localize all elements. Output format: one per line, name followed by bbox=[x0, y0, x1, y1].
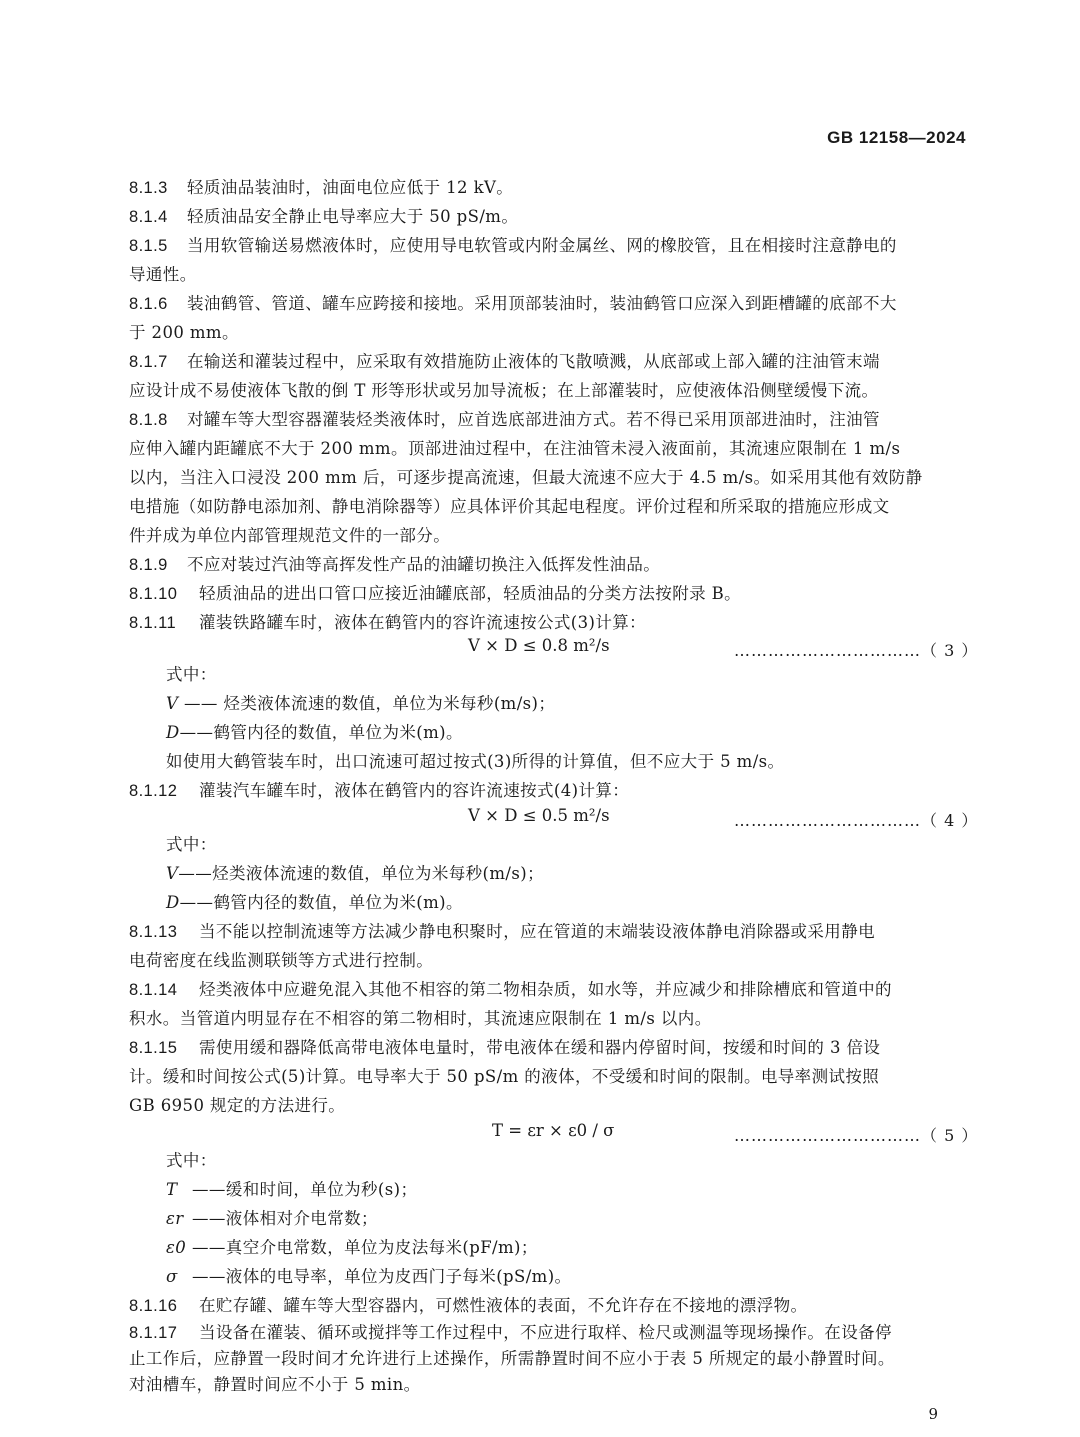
where-text: —— 烃类液体流速的数值，单位为米每秒(m/s)； bbox=[183, 694, 556, 713]
clause-continuation: GB 6950 规定的方法进行。 bbox=[129, 1096, 346, 1115]
clause-line bbox=[129, 555, 660, 575]
where-item bbox=[166, 694, 555, 714]
clause-line bbox=[129, 410, 880, 430]
clause-text: 当不能以控制流速等方法减少静电积聚时，应在管道的末端装设液体静电消除器或采用静电 bbox=[199, 922, 875, 941]
clause-line bbox=[129, 980, 892, 1000]
where-text: ——鹤管内径的数值，单位为米(m)。 bbox=[179, 723, 463, 742]
where-label: 式中： bbox=[166, 835, 217, 854]
where-symbol: D bbox=[166, 893, 180, 912]
equation-number-5: ……………………………（ 5 ） bbox=[734, 1126, 979, 1145]
clause-line bbox=[129, 1323, 892, 1343]
where-item bbox=[166, 864, 544, 884]
formula-3: V × D ≤ 0.8 m²/s bbox=[468, 636, 610, 655]
clause-continuation: 于 200 mm。 bbox=[129, 323, 239, 342]
clause-text: 在输送和灌装过程中，应采取有效措施防止液体的飞散喷溅，从底部或上部入罐的注油管末端 bbox=[187, 352, 880, 371]
clause-text: 不应对装过汽油等高挥发性产品的油罐切换注入低挥发性油品。 bbox=[187, 555, 661, 574]
where-text: ——烃类液体流速的数值，单位为米每秒(m/s)； bbox=[178, 864, 544, 883]
formula-4: V × D ≤ 0.5 m²/s bbox=[468, 806, 610, 825]
where-item bbox=[166, 1238, 538, 1258]
formula-5: T = εr × ε0 / σ bbox=[492, 1121, 615, 1140]
clause-number: 8.1.6 bbox=[129, 295, 168, 313]
clause-number: 8.1.3 bbox=[129, 179, 168, 197]
clause-text: 当设备在灌装、循环或搅拌等工作过程中，不应进行取样、检尺或测温等现场操作。在设备停 bbox=[199, 1323, 892, 1342]
clause-number: 8.1.11 bbox=[129, 614, 177, 632]
clause-continuation: 对油槽车，静置时间应不小于 5 min。 bbox=[129, 1375, 421, 1394]
clause-text: 轻质油品安全静止电导率应大于 50 pS/m。 bbox=[187, 207, 519, 226]
where-symbol: ε0 bbox=[166, 1238, 187, 1257]
clause-line bbox=[129, 1296, 807, 1316]
clause-number: 8.1.16 bbox=[129, 1297, 178, 1315]
clause-text: 轻质油品装油时，油面电位应低于 12 kV。 bbox=[187, 178, 514, 197]
where-symbol: V bbox=[166, 694, 179, 713]
clause-number: 8.1.14 bbox=[129, 981, 178, 999]
clause-continuation: 件并成为单位内部管理规范文件的一部分。 bbox=[129, 526, 451, 545]
clause-continuation: 止工作后，应静置一段时间才允许进行上述操作，所需静置时间不应小于表 5 所规定的最小静置时间。 bbox=[129, 1349, 895, 1368]
clause-line bbox=[129, 584, 741, 604]
clause-line bbox=[129, 781, 629, 801]
where-label: 式中： bbox=[166, 665, 217, 684]
clause-text: 轻质油品的进出口管口应接近油罐底部，轻质油品的分类方法按附录 B。 bbox=[199, 584, 742, 603]
clause-continuation: 电荷密度在线监测联锁等方式进行控制。 bbox=[129, 951, 434, 970]
clause-text: 需使用缓和器降低高带电液体电量时，带电液体在缓和器内停留时间，按缓和时间的 3 倍设 bbox=[199, 1038, 881, 1057]
where-text: ——液体相对介电常数； bbox=[192, 1209, 378, 1228]
clause-line bbox=[129, 613, 646, 633]
clause-line bbox=[129, 178, 513, 198]
clause-text: 灌装汽车罐车时，液体在鹤管内的容许流速按式(4)计算： bbox=[199, 781, 630, 800]
clause-number: 8.1.9 bbox=[129, 556, 168, 574]
clause-number: 8.1.12 bbox=[129, 782, 178, 800]
clause-line bbox=[129, 294, 897, 314]
clause-continuation: 导通性。 bbox=[129, 265, 197, 284]
clause-continuation: 积水。当管道内明显存在不相容的第二物相时，其流速应限制在 1 m/s 以内。 bbox=[129, 1009, 712, 1028]
where-symbol: εr bbox=[166, 1209, 184, 1228]
where-symbol: D bbox=[166, 723, 180, 742]
where-text: ——真空介电常数，单位为皮法每米(pF/m)； bbox=[192, 1238, 538, 1257]
clause-number: 8.1.17 bbox=[129, 1324, 178, 1342]
clause-continuation: 应设计成不易使液体飞散的倒 T 形等形状或另加导流板；在上部灌装时，应使液体沿侧壁缓慢下流。 bbox=[129, 381, 879, 400]
clause-text: 在贮存罐、罐车等大型容器内，可燃性液体的表面，不允许存在不接地的漂浮物。 bbox=[199, 1296, 808, 1315]
where-item bbox=[166, 723, 463, 743]
where-symbol: T bbox=[166, 1180, 178, 1199]
clause-continuation: 应伸入罐内距罐底不大于 200 mm。顶部进油过程中，在注油管未浸入液面前，其流速应限制在 1 m/s bbox=[129, 439, 901, 458]
where-text: ——液体的电导率，单位为皮西门子每米(pS/m)。 bbox=[192, 1267, 572, 1286]
where-item bbox=[166, 893, 463, 913]
clause-number: 8.1.7 bbox=[129, 353, 168, 371]
where-item bbox=[166, 1180, 417, 1200]
clause-continuation: 计。缓和时间按公式(5)计算。电导率大于 50 pS/m 的液体，不受缓和时间的限制。电导率测试按照 bbox=[129, 1067, 880, 1086]
clause-line bbox=[129, 1038, 880, 1058]
clause-number: 8.1.15 bbox=[129, 1039, 178, 1057]
clause-line bbox=[129, 236, 897, 256]
standard-number-header: GB 12158—2024 bbox=[827, 128, 966, 147]
clause-text: 当用软管输送易燃液体时，应使用导电软管或内附金属丝、网的橡胶管，且在相接时注意静电的 bbox=[187, 236, 897, 255]
where-item bbox=[166, 1267, 571, 1287]
page-number: 9 bbox=[928, 1405, 938, 1423]
clause-line bbox=[129, 207, 518, 227]
where-text: ——缓和时间，单位为秒(s)； bbox=[192, 1180, 418, 1199]
where-text: ——鹤管内径的数值，单位为米(m)。 bbox=[179, 893, 463, 912]
clause-text: 对罐车等大型容器灌装烃类液体时，应首选底部进油方式。若不得已采用顶部进油时，注油管 bbox=[187, 410, 880, 429]
clause-text: 装油鹤管、管道、罐车应跨接和接地。采用顶部装油时，装油鹤管口应深入到距槽罐的底部不大 bbox=[187, 294, 897, 313]
clause-number: 8.1.4 bbox=[129, 208, 168, 226]
where-symbol: σ bbox=[166, 1267, 178, 1286]
equation-number-3: ……………………………（ 3 ） bbox=[734, 641, 979, 660]
where-label: 式中： bbox=[166, 1151, 217, 1170]
where-symbol: V bbox=[166, 864, 179, 883]
clause-text: 灌装铁路罐车时，液体在鹤管内的容许流速按公式(3)计算： bbox=[199, 613, 647, 632]
note-line: 如使用大鹤管装车时，出口流速可超过按式(3)所得的计算值，但不应大于 5 m/s。 bbox=[166, 752, 785, 771]
clause-continuation: 以内，当注入口浸没 200 mm 后，可逐步提高流速，但最大流速不应大于 4.5 m/s。如采用其他有效防静 bbox=[129, 468, 923, 487]
clause-number: 8.1.8 bbox=[129, 411, 168, 429]
clause-number: 8.1.10 bbox=[129, 585, 178, 603]
clause-number: 8.1.5 bbox=[129, 237, 168, 255]
clause-line bbox=[129, 352, 880, 372]
clause-continuation: 电措施（如防静电添加剂、静电消除器等）应具体评价其起电程度。评价过程和所采取的措施应形成文 bbox=[129, 497, 890, 516]
clause-line bbox=[129, 922, 875, 942]
equation-number-4: ……………………………（ 4 ） bbox=[734, 811, 979, 830]
clause-number: 8.1.13 bbox=[129, 923, 178, 941]
clause-text: 烃类液体中应避免混入其他不相容的第二物相杂质，如水等，并应减少和排除槽底和管道中的 bbox=[199, 980, 892, 999]
where-item bbox=[166, 1209, 378, 1229]
